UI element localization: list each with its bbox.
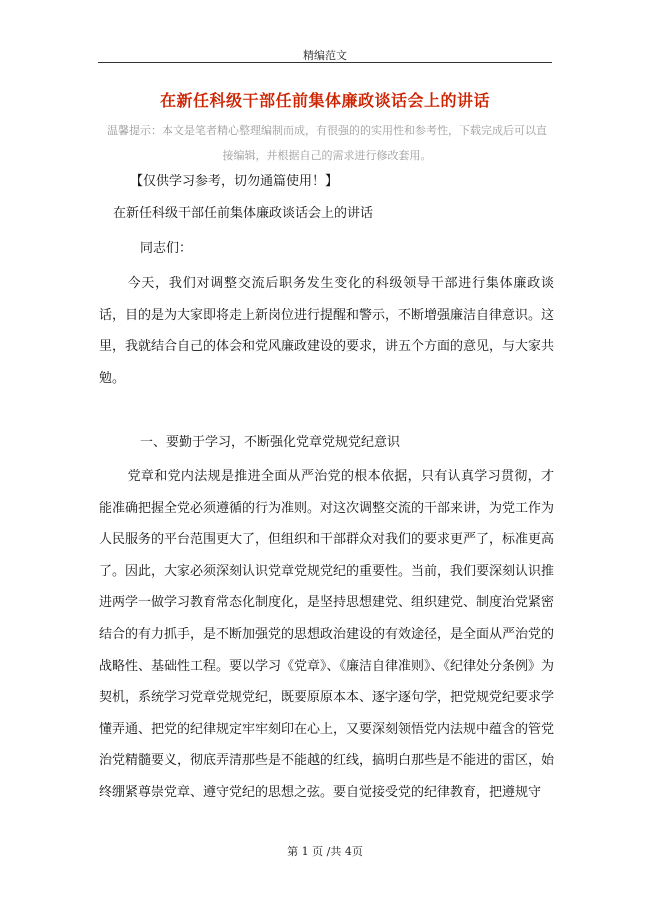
page-header-label: 精编范文: [303, 49, 347, 62]
reference-notice: 【仅供学习参考，切勿通篇使用！】: [130, 174, 339, 189]
speech-subtitle: 在新任科级干部任前集体廉政谈话会上的讲话: [113, 206, 374, 221]
body-paragraph-intro: 今天，我们对调整交流后职务发生变化的科级领导干部进行集体廉政谈话，目的是为大家即将走上新岗位进行提醒和警示，不断增强廉洁自律意识。这里，我就结合自己的体会和党风廉政建设的要求，讲五个方面的意见，与大家共勉。: [99, 276, 555, 386]
body-paragraph-section-1: 党章和党内法规是推进全面从严治党的根本依据，只有认真学习贯彻，才能准确把握全党必须遵循的行为准则。对这次调整交流的干部来讲，为党工作为人民服务的平台范围更大了，但组织和干部群众对我们的要求更严了，标准更高了。因此，大家必须深刻认识党章党规党纪的重要性。当前，我们要深刻认识推进两学一做学习教育常态化制度化，是坚持思想建党、组织建党、制度治党紧密结合的有力抓手，是不断加强党的思想政治建设的有效途径，是全面从严治党的战略性、基础性工程。要以学习《党章》、《廉洁自律准则》、《纪律处分条例》为契机，系统学习党章党规党纪，既要原原本本、逐字逐句学，把党规党纪要求学懂弄通、把党的纪律规定牢牢刻印在心上，又要深刻领悟党内法规中蕴含的管党治党精髓要义，彻底弄清那些是不能越的红线，搞明白那些是不能进的雷区，始终绷紧尊崇党章、遵守党纪的思想之弦。要自觉接受党的纪律教育，把遵规守: [99, 469, 555, 800]
section-heading-1: 一、要勤于学习，不断强化党章党规党纪意识: [140, 435, 401, 450]
page-number-footer: 第 1 页 /共 4页: [287, 845, 363, 858]
header-divider: [98, 62, 552, 63]
document-title: 在新任科级干部任前集体廉政谈话会上的讲话: [159, 91, 490, 110]
salutation: 同志们：: [140, 241, 193, 256]
download-tip: 温馨提示：本文是笔者精心整理编制而成，有很强的的实用性和参考性，下载完成后可以直接编辑，并根据自己的需求进行修改套用。: [107, 124, 547, 162]
